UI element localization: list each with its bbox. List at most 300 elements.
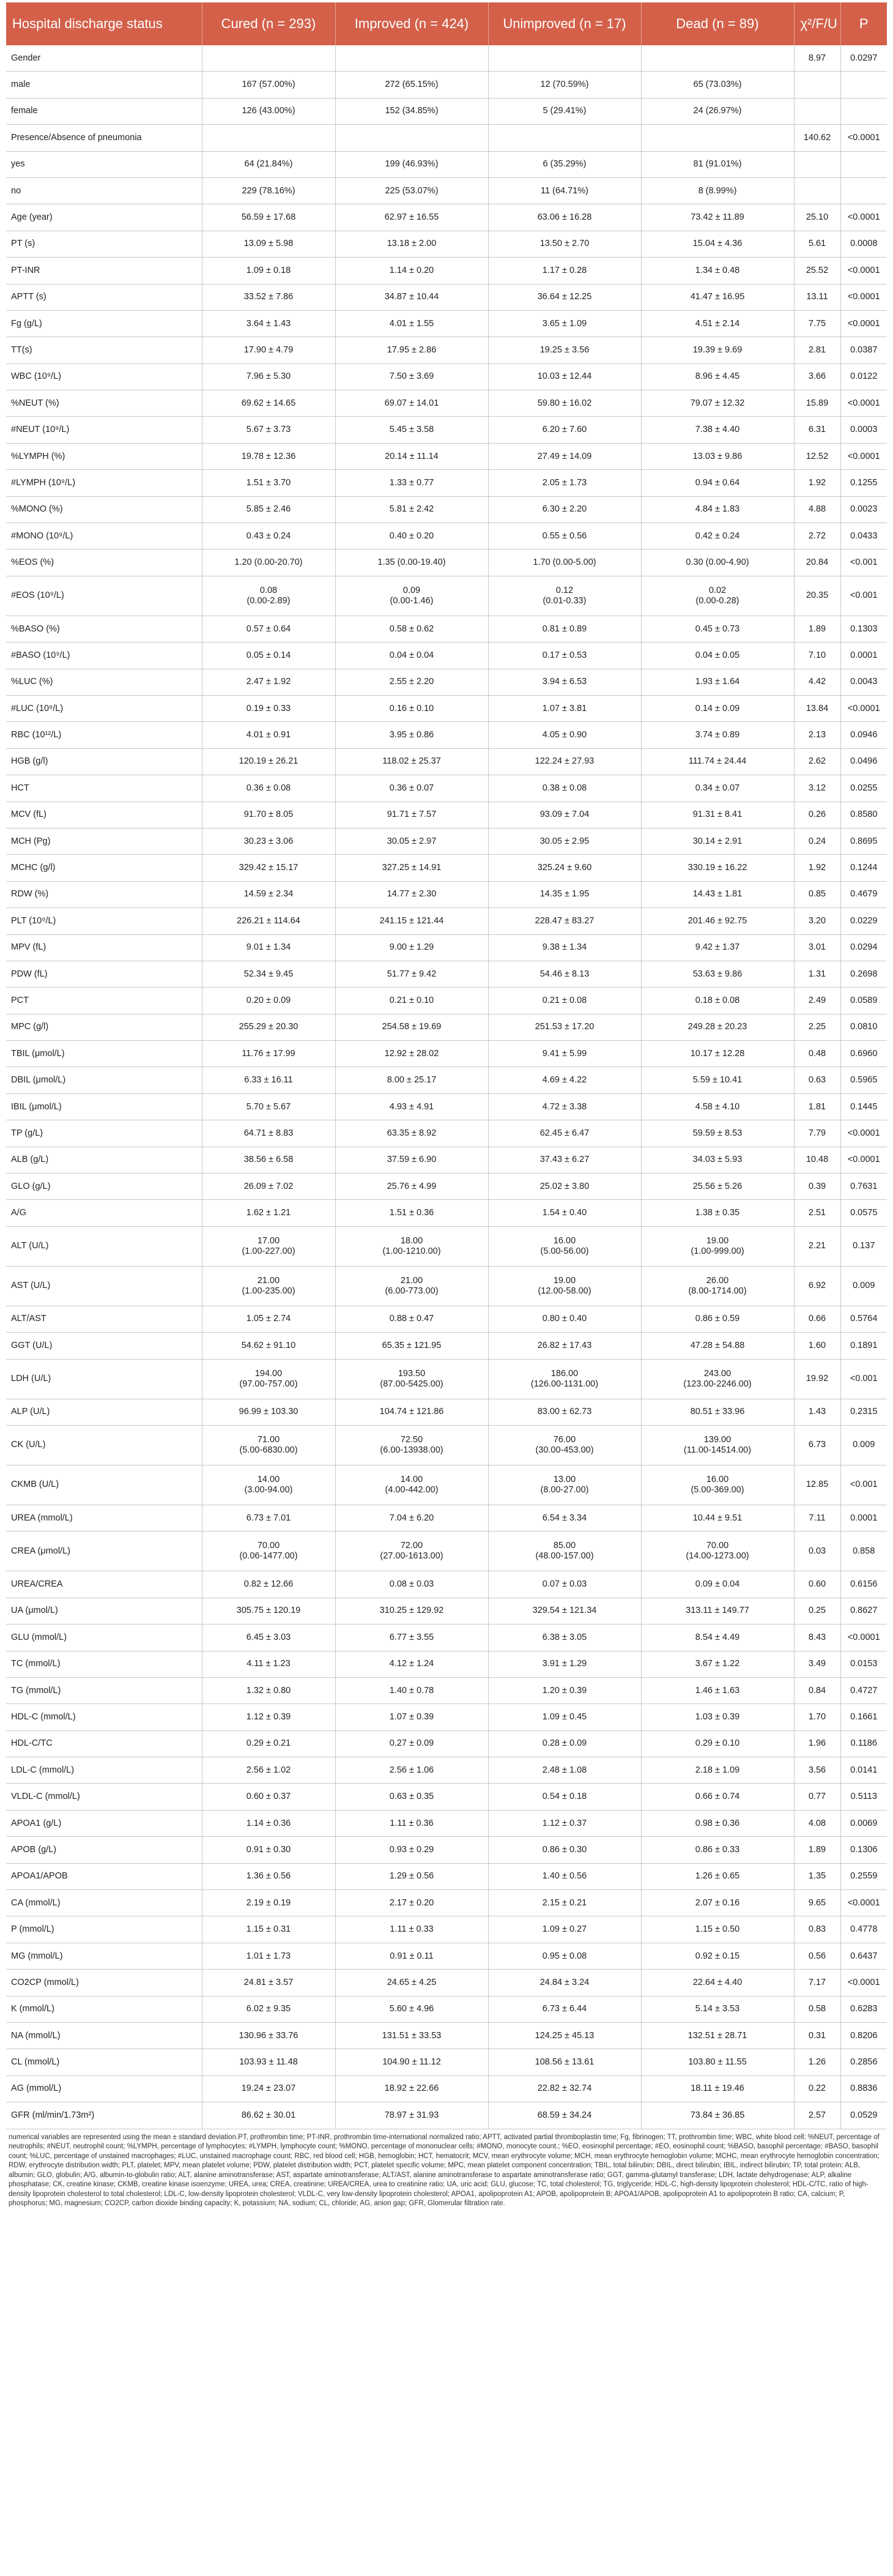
cell-cured: 5.70 ± 5.67 [202, 1093, 335, 1120]
table-row [6, 1598, 887, 1624]
cell-statistic: 0.83 [794, 1916, 840, 1943]
cell-cured: 329.42 ± 15.17 [202, 855, 335, 881]
row-label: MCHC (g/l) [6, 855, 202, 881]
cell-p-value: 0.1186 [840, 1730, 887, 1757]
cell-unimproved: 83.00 ± 62.73 [488, 1399, 641, 1425]
row-label: MCH (Pg) [6, 828, 202, 854]
cell-unimproved: 68.59 ± 34.24 [488, 2102, 641, 2129]
cell-p-value: 0.5113 [840, 1784, 887, 1810]
cell-statistic: 2.57 [794, 2102, 840, 2129]
cell-improved: 0.09 (0.00-1.46) [335, 576, 488, 616]
cell-p-value: <0.0001 [840, 1970, 887, 1996]
row-label: LDL-C (mmol/L) [6, 1757, 202, 1784]
cell-p-value: 0.1891 [840, 1333, 887, 1359]
cell-cured: 11.76 ± 17.99 [202, 1041, 335, 1067]
cell-dead: 25.56 ± 5.26 [641, 1174, 794, 1200]
cell-p-value: 0.009 [840, 1266, 887, 1306]
cell-cured: 52.34 ± 9.45 [202, 961, 335, 987]
cell-dead: 7.38 ± 4.40 [641, 417, 794, 443]
cell-improved: 34.87 ± 10.44 [335, 284, 488, 310]
row-label: PT-INR [6, 258, 202, 284]
row-label: female [6, 98, 202, 124]
cell-unimproved: 63.06 ± 16.28 [488, 204, 641, 231]
cell-statistic: 20.35 [794, 576, 840, 616]
cell-p-value: 0.6283 [840, 1996, 887, 2022]
cell-statistic: 1.92 [794, 855, 840, 881]
cell-p-value: 0.2856 [840, 2049, 887, 2075]
table-row [6, 748, 887, 775]
cell-cured: 0.36 ± 0.08 [202, 775, 335, 802]
cell-p-value: 0.5764 [840, 1306, 887, 1332]
table-row [6, 576, 887, 616]
row-label: HDL-C/TC [6, 1730, 202, 1757]
cell-unimproved: 0.28 ± 0.09 [488, 1730, 641, 1757]
cell-cured: 30.23 ± 3.06 [202, 828, 335, 854]
cell-unimproved: 19.00 (12.00-58.00) [488, 1266, 641, 1306]
table-row [6, 1996, 887, 2022]
table-row [6, 1226, 887, 1266]
row-label: RBC (10¹²/L) [6, 722, 202, 748]
cell-dead: 18.11 ± 19.46 [641, 2075, 794, 2102]
cell-improved: 193.50 (87.00-5425.00) [335, 1359, 488, 1399]
cell-cured: 1.14 ± 0.36 [202, 1810, 335, 1836]
cell-unimproved: 0.95 ± 0.08 [488, 1943, 641, 1969]
cell-statistic: 0.60 [794, 1571, 840, 1598]
cell-statistic: 1.43 [794, 1399, 840, 1425]
cell-dead: 14.43 ± 1.81 [641, 881, 794, 907]
cell-improved: 1.11 ± 0.33 [335, 1916, 488, 1943]
cell-statistic: 0.25 [794, 1598, 840, 1624]
cell-improved: 0.27 ± 0.09 [335, 1730, 488, 1757]
table-row [6, 2049, 887, 2075]
cell-improved: 0.58 ± 0.62 [335, 616, 488, 642]
cell-statistic: 1.70 [794, 1704, 840, 1730]
cell-improved: 51.77 ± 9.42 [335, 961, 488, 987]
table-row [6, 417, 887, 443]
cell-p-value: 0.4679 [840, 881, 887, 907]
cell-statistic: 7.10 [794, 642, 840, 669]
cell-unimproved: 14.35 ± 1.95 [488, 881, 641, 907]
table-row [6, 98, 887, 124]
cell-cured: 226.21 ± 114.64 [202, 908, 335, 934]
cell-statistic: 19.92 [794, 1359, 840, 1399]
row-label: PT (s) [6, 231, 202, 257]
cell-dead: 53.63 ± 9.86 [641, 961, 794, 987]
cell-p-value: <0.0001 [840, 1890, 887, 1916]
cell-improved: 78.97 ± 31.93 [335, 2102, 488, 2129]
cell-p-value: 0.8836 [840, 2075, 887, 2102]
cell-cured: 0.08 (0.00-2.89) [202, 576, 335, 616]
cell-cured: 14.59 ± 2.34 [202, 881, 335, 907]
cell-improved: 91.71 ± 7.57 [335, 802, 488, 828]
table-row [6, 642, 887, 669]
cell-improved [335, 125, 488, 151]
cell-improved: 2.56 ± 1.06 [335, 1757, 488, 1784]
table-row [6, 337, 887, 363]
cell-statistic: 6.31 [794, 417, 840, 443]
cell-p-value: 0.4778 [840, 1916, 887, 1943]
cell-cured: 1.05 ± 2.74 [202, 1306, 335, 1332]
table-row [6, 695, 887, 721]
cell-statistic: 2.72 [794, 523, 840, 549]
cell-cured: 38.56 ± 6.58 [202, 1147, 335, 1173]
cell-cured: 64.71 ± 8.83 [202, 1120, 335, 1147]
table-row [6, 669, 887, 695]
cell-p-value: <0.0001 [840, 1147, 887, 1173]
cell-improved: 2.17 ± 0.20 [335, 1890, 488, 1916]
table-row [6, 177, 887, 204]
cell-p-value: 0.0810 [840, 1014, 887, 1040]
table-row [6, 470, 887, 496]
cell-unimproved: 325.24 ± 9.60 [488, 855, 641, 881]
cell-p-value: 0.0001 [840, 1505, 887, 1531]
cell-p-value: 0.1445 [840, 1093, 887, 1120]
cell-p-value: 0.0529 [840, 2102, 887, 2129]
cell-cured: 1.09 ± 0.18 [202, 258, 335, 284]
cell-statistic: 7.17 [794, 1970, 840, 1996]
row-label: TT(s) [6, 337, 202, 363]
cell-cured: 1.51 ± 3.70 [202, 470, 335, 496]
cell-improved: 0.40 ± 0.20 [335, 523, 488, 549]
row-label: PCT [6, 988, 202, 1014]
table-row [6, 988, 887, 1014]
table-row [6, 1093, 887, 1120]
cell-statistic [794, 98, 840, 124]
cell-improved: 25.76 ± 4.99 [335, 1174, 488, 1200]
cell-improved: 1.35 (0.00-19.40) [335, 549, 488, 576]
cell-dead: 8 (8.99%) [641, 177, 794, 204]
table-row [6, 908, 887, 934]
cell-cured [202, 125, 335, 151]
cell-unimproved: 36.64 ± 12.25 [488, 284, 641, 310]
cell-statistic: 0.39 [794, 1174, 840, 1200]
cell-improved: 272 (65.15%) [335, 72, 488, 98]
cell-cured: 0.82 ± 12.66 [202, 1571, 335, 1598]
table-row [6, 496, 887, 523]
cell-dead: 103.80 ± 11.55 [641, 2049, 794, 2075]
table-row [6, 881, 887, 907]
cell-dead: 80.51 ± 33.96 [641, 1399, 794, 1425]
cell-improved: 7.04 ± 6.20 [335, 1505, 488, 1531]
cell-dead: 0.29 ± 0.10 [641, 1730, 794, 1757]
cell-unimproved: 9.38 ± 1.34 [488, 934, 641, 961]
cell-improved: 13.18 ± 2.00 [335, 231, 488, 257]
row-label: %BASO (%) [6, 616, 202, 642]
cell-unimproved: 0.07 ± 0.03 [488, 1571, 641, 1598]
table-row [6, 1571, 887, 1598]
cell-unimproved: 1.12 ± 0.37 [488, 1810, 641, 1836]
cell-dead: 73.42 ± 11.89 [641, 204, 794, 231]
cell-p-value: 0.6960 [840, 1041, 887, 1067]
cell-dead: 132.51 ± 28.71 [641, 2023, 794, 2049]
cell-unimproved: 186.00 (126.00-1131.00) [488, 1359, 641, 1399]
cell-cured: 19.78 ± 12.36 [202, 443, 335, 469]
table-row [6, 72, 887, 98]
cell-dead: 79.07 ± 12.32 [641, 390, 794, 417]
cell-dead: 10.17 ± 12.28 [641, 1041, 794, 1067]
cell-improved: 254.58 ± 19.69 [335, 1014, 488, 1040]
cell-cured: 1.01 ± 1.73 [202, 1943, 335, 1969]
cell-improved: 131.51 ± 33.53 [335, 2023, 488, 2049]
cell-dead: 0.18 ± 0.08 [641, 988, 794, 1014]
cell-p-value: 0.0153 [840, 1651, 887, 1677]
row-label: A/G [6, 1200, 202, 1226]
table-row [6, 1730, 887, 1757]
cell-unimproved: 228.47 ± 83.27 [488, 908, 641, 934]
cell-unimproved: 13.00 (8.00-27.00) [488, 1465, 641, 1505]
cell-improved: 1.29 ± 0.56 [335, 1863, 488, 1889]
cell-p-value: <0.0001 [840, 390, 887, 417]
cell-statistic: 0.22 [794, 2075, 840, 2102]
table-footnote: numerical variables are represented using the mean ± standard deviation.PT, prothrombin time; PT-INR, prothrombin time-international normalized ratio; APTT, activated partial thromboplastin time; Fg, fibrinogen; TT, prothrombin time; WBC, white blood cell; %NEUT, percentage of neutrophils; #NEUT, neutrophil count; %LYMPH, percentage of lymphocytes; #LYMPH, lymphocyte count; %MONO, percentage of mononuclear cells; #MONO, monocyte count.; %EO, eosinophil percentage; #EO, eosinophil count; %BASO, basophil percentage; #BASO, basophil count; %LUC, percentage of unstained macrophages; #LUC, unstained macrophage count; RBC, red blood cell; HGB, hemoglobin; HCT, hematocrit; MCV, mean erythrocyte volume; MCH, mean erythrocyte hemoglobin volume; MCHC, mean erythrocyte hemoglobin concentration; RDW, erythrocyte distribution width; PLT, platelet; MPV, mean platelet volume; PDW, platelet distribution width; PCT, platelet specific volume; MPC, mean platelet component concentration; TBIL, total bilirubin; DBIL, direct bilirubin; IBIL, indirect bilirubin; TP, total protein; ALB, albumin; GLO, globulin; A/G, albumin-to-globulin ratio; ALT, alanine aminotransferase; AST, aspartate aminotransferase; ALT/AST, alanine aminotransferase to aspartate aminotransferase ratio; GGT, gamma-glutamyl transferase; LDH, lactate dehydrogenase; ALP, alkaline phosphatase; CK, creatine kinase; CKMB, creatine kinase isoenzyme; UREA, urea; CREA, creatinine; UREA/CREA, urea to creatinine ratio; UA, uric acid; GLU, glucose; TC, total cholesterol; TG, triglyceride; HDL-C, high-density lipoprotein cholesterol; HDL-C/TC, ratio of high-density lipoprotein cholesterol to total cholesterol; LDL-C, low-density lipoprotein cholesterol; VLDL-C, very low-density lipoprotein cholesterol; APOA1, apolipoprotein A1; APOB, apolipoprotein B; APOA1/APOB, apolipoprotein A1 to apolipoprotein B ratio; CA, calcium; P, phosphorus; MG, magnesium; CO2CP, carbon dioxide binding capacity; K, potassium; NA, sodium; CL, chloride; AG, anion gap; GFR, Glomerular filtration rate. [9, 2133, 880, 2208]
cell-cured: 91.70 ± 8.05 [202, 802, 335, 828]
cell-dead: 1.15 ± 0.50 [641, 1916, 794, 1943]
table-row [6, 1890, 887, 1916]
cell-statistic: 1.81 [794, 1093, 840, 1120]
header-statistic: χ²/F/U [794, 2, 840, 45]
cell-statistic: 3.01 [794, 934, 840, 961]
cell-unimproved: 1.07 ± 3.81 [488, 695, 641, 721]
cell-cured: 21.00 (1.00-235.00) [202, 1266, 335, 1306]
row-label: WBC (10⁹/L) [6, 363, 202, 390]
cell-p-value: 0.0433 [840, 523, 887, 549]
cell-cured: 0.19 ± 0.33 [202, 695, 335, 721]
cell-improved: 1.14 ± 0.20 [335, 258, 488, 284]
row-label: TC (mmol/L) [6, 1651, 202, 1677]
cell-cured: 1.20 (0.00-20.70) [202, 549, 335, 576]
cell-dead: 30.14 ± 2.91 [641, 828, 794, 854]
table-row [6, 616, 887, 642]
cell-dead: 81 (91.01%) [641, 151, 794, 177]
cell-dead: 0.98 ± 0.36 [641, 1810, 794, 1836]
row-label: MPV (fL) [6, 934, 202, 961]
cell-improved: 0.91 ± 0.11 [335, 1943, 488, 1969]
header-unimproved: Unimproved (n = 17) [488, 2, 641, 45]
cell-improved: 8.00 ± 25.17 [335, 1067, 488, 1093]
cell-improved [335, 45, 488, 72]
cell-dead: 4.84 ± 1.83 [641, 496, 794, 523]
table-row [6, 1784, 887, 1810]
cell-statistic: 8.97 [794, 45, 840, 72]
row-label: AST (U/L) [6, 1266, 202, 1306]
cell-improved: 118.02 ± 25.37 [335, 748, 488, 775]
cell-improved: 0.36 ± 0.07 [335, 775, 488, 802]
table-row [6, 1147, 887, 1173]
cell-p-value: <0.0001 [840, 258, 887, 284]
cell-unimproved: 0.86 ± 0.30 [488, 1837, 641, 1863]
row-label: Fg (g/L) [6, 310, 202, 337]
cell-improved: 4.93 ± 4.91 [335, 1093, 488, 1120]
cell-unimproved: 0.55 ± 0.56 [488, 523, 641, 549]
cell-improved: 72.50 (6.00-13938.00) [335, 1425, 488, 1465]
cell-unimproved: 19.25 ± 3.56 [488, 337, 641, 363]
cell-p-value: <0.0001 [840, 1625, 887, 1651]
row-label: UREA (mmol/L) [6, 1505, 202, 1531]
cell-unimproved [488, 125, 641, 151]
cell-cured: 33.52 ± 7.86 [202, 284, 335, 310]
cell-cured: 167 (57.00%) [202, 72, 335, 98]
cell-improved: 17.95 ± 2.86 [335, 337, 488, 363]
table-row [6, 1810, 887, 1836]
cell-statistic: 2.81 [794, 337, 840, 363]
cell-p-value: 0.7631 [840, 1174, 887, 1200]
cell-unimproved: 3.94 ± 6.53 [488, 669, 641, 695]
cell-unimproved: 2.15 ± 0.21 [488, 1890, 641, 1916]
cell-p-value: 0.0496 [840, 748, 887, 775]
cell-dead: 5.14 ± 3.53 [641, 1996, 794, 2022]
row-label: Gender [6, 45, 202, 72]
row-label: yes [6, 151, 202, 177]
cell-statistic: 8.43 [794, 1625, 840, 1651]
cell-cured: 6.02 ± 9.35 [202, 1996, 335, 2022]
cell-dead: 19.39 ± 9.69 [641, 337, 794, 363]
cell-cured: 0.29 ± 0.21 [202, 1730, 335, 1757]
cell-unimproved [488, 45, 641, 72]
cell-p-value: <0.0001 [840, 695, 887, 721]
cell-dead: 0.92 ± 0.15 [641, 1943, 794, 1969]
cell-cured: 0.60 ± 0.37 [202, 1784, 335, 1810]
cell-dead: 16.00 (5.00-369.00) [641, 1465, 794, 1505]
cell-p-value: <0.0001 [840, 443, 887, 469]
cell-dead: 59.59 ± 8.53 [641, 1120, 794, 1147]
cell-dead: 0.66 ± 0.74 [641, 1784, 794, 1810]
row-label: GLO (g/L) [6, 1174, 202, 1200]
cell-cured: 305.75 ± 120.19 [202, 1598, 335, 1624]
row-label: TBIL (μmol/L) [6, 1041, 202, 1067]
row-label: ALP (U/L) [6, 1399, 202, 1425]
row-label: CKMB (U/L) [6, 1465, 202, 1505]
cell-dead: 10.44 ± 9.51 [641, 1505, 794, 1531]
cell-improved: 1.40 ± 0.78 [335, 1677, 488, 1703]
cell-p-value: 0.0255 [840, 775, 887, 802]
table-row [6, 1757, 887, 1784]
cell-unimproved: 1.20 ± 0.39 [488, 1677, 641, 1703]
cell-improved: 199 (46.93%) [335, 151, 488, 177]
cell-p-value: 0.0141 [840, 1757, 887, 1784]
cell-cured: 2.47 ± 1.92 [202, 669, 335, 695]
table-row [6, 1200, 887, 1226]
cell-statistic: 1.96 [794, 1730, 840, 1757]
cell-statistic: 7.79 [794, 1120, 840, 1147]
cell-p-value [840, 98, 887, 124]
cell-improved: 20.14 ± 11.14 [335, 443, 488, 469]
cell-cured: 96.99 ± 103.30 [202, 1399, 335, 1425]
cell-p-value: <0.0001 [840, 284, 887, 310]
row-label: ALB (g/L) [6, 1147, 202, 1173]
row-label: CO2CP (mmol/L) [6, 1970, 202, 1996]
table-row [6, 151, 887, 177]
cell-cured: 5.67 ± 3.73 [202, 417, 335, 443]
cell-dead: 15.04 ± 4.36 [641, 231, 794, 257]
cell-improved: 18.92 ± 22.66 [335, 2075, 488, 2102]
table-row [6, 363, 887, 390]
row-label: TP (g/L) [6, 1120, 202, 1147]
cell-dead: 0.04 ± 0.05 [641, 642, 794, 669]
cell-cured: 0.05 ± 0.14 [202, 642, 335, 669]
cell-cured [202, 45, 335, 72]
table-row [6, 258, 887, 284]
cell-cured: 70.00 (0.06-1477.00) [202, 1532, 335, 1571]
table-row [6, 1916, 887, 1943]
cell-p-value: 0.1661 [840, 1704, 887, 1730]
cell-unimproved: 16.00 (5.00-56.00) [488, 1226, 641, 1266]
cell-unimproved: 0.80 ± 0.40 [488, 1306, 641, 1332]
cell-improved: 0.04 ± 0.04 [335, 642, 488, 669]
table-row [6, 1306, 887, 1332]
discharge-status-table [6, 2, 887, 2129]
cell-statistic: 2.25 [794, 1014, 840, 1040]
row-label: K (mmol/L) [6, 1996, 202, 2022]
row-label: GFR (ml/min/1.73m²) [6, 2102, 202, 2129]
cell-unimproved: 1.70 (0.00-5.00) [488, 549, 641, 576]
cell-unimproved: 1.40 ± 0.56 [488, 1863, 641, 1889]
cell-statistic: 0.48 [794, 1041, 840, 1067]
cell-p-value: <0.001 [840, 549, 887, 576]
cell-p-value: 0.8580 [840, 802, 887, 828]
row-label: HGB (g/l) [6, 748, 202, 775]
cell-statistic [794, 72, 840, 98]
cell-cured: 6.33 ± 16.11 [202, 1067, 335, 1093]
cell-unimproved: 0.12 (0.01-0.33) [488, 576, 641, 616]
row-label: no [6, 177, 202, 204]
cell-unimproved: 6.73 ± 6.44 [488, 1996, 641, 2022]
cell-unimproved: 26.82 ± 17.43 [488, 1333, 641, 1359]
cell-cured: 4.11 ± 1.23 [202, 1651, 335, 1677]
cell-statistic: 7.75 [794, 310, 840, 337]
cell-improved: 14.00 (4.00-442.00) [335, 1465, 488, 1505]
cell-p-value: 0.0001 [840, 642, 887, 669]
cell-unimproved: 93.09 ± 7.04 [488, 802, 641, 828]
cell-p-value [840, 72, 887, 98]
cell-p-value: 0.5965 [840, 1067, 887, 1093]
cell-statistic: 20.84 [794, 549, 840, 576]
cell-cured: 26.09 ± 7.02 [202, 1174, 335, 1200]
cell-improved: 1.11 ± 0.36 [335, 1810, 488, 1836]
cell-unimproved: 5 (29.41%) [488, 98, 641, 124]
cell-improved: 104.74 ± 121.86 [335, 1399, 488, 1425]
cell-cured: 24.81 ± 3.57 [202, 1970, 335, 1996]
cell-statistic: 13.11 [794, 284, 840, 310]
cell-unimproved: 12 (70.59%) [488, 72, 641, 98]
cell-statistic: 0.58 [794, 1996, 840, 2022]
cell-cured: 2.56 ± 1.02 [202, 1757, 335, 1784]
cell-dead: 4.51 ± 2.14 [641, 310, 794, 337]
cell-improved: 310.25 ± 129.92 [335, 1598, 488, 1624]
cell-unimproved: 62.45 ± 6.47 [488, 1120, 641, 1147]
cell-improved: 65.35 ± 121.95 [335, 1333, 488, 1359]
cell-unimproved: 0.81 ± 0.89 [488, 616, 641, 642]
cell-p-value: <0.001 [840, 1359, 887, 1399]
cell-unimproved: 30.05 ± 2.95 [488, 828, 641, 854]
cell-cured: 19.24 ± 23.07 [202, 2075, 335, 2102]
cell-unimproved: 2.05 ± 1.73 [488, 470, 641, 496]
cell-dead: 19.00 (1.00-999.00) [641, 1226, 794, 1266]
cell-statistic: 1.35 [794, 1863, 840, 1889]
cell-cured: 1.15 ± 0.31 [202, 1916, 335, 1943]
cell-improved: 0.63 ± 0.35 [335, 1784, 488, 1810]
cell-p-value: 0.0589 [840, 988, 887, 1014]
cell-dead: 111.74 ± 24.44 [641, 748, 794, 775]
cell-improved: 63.35 ± 8.92 [335, 1120, 488, 1147]
cell-statistic: 0.56 [794, 1943, 840, 1969]
cell-cured: 69.62 ± 14.65 [202, 390, 335, 417]
cell-statistic: 0.24 [794, 828, 840, 854]
cell-p-value: 0.0043 [840, 669, 887, 695]
cell-statistic: 3.49 [794, 1651, 840, 1677]
cell-p-value: 0.0294 [840, 934, 887, 961]
cell-improved: 4.12 ± 1.24 [335, 1651, 488, 1677]
cell-dead: 0.02 (0.00-0.28) [641, 576, 794, 616]
